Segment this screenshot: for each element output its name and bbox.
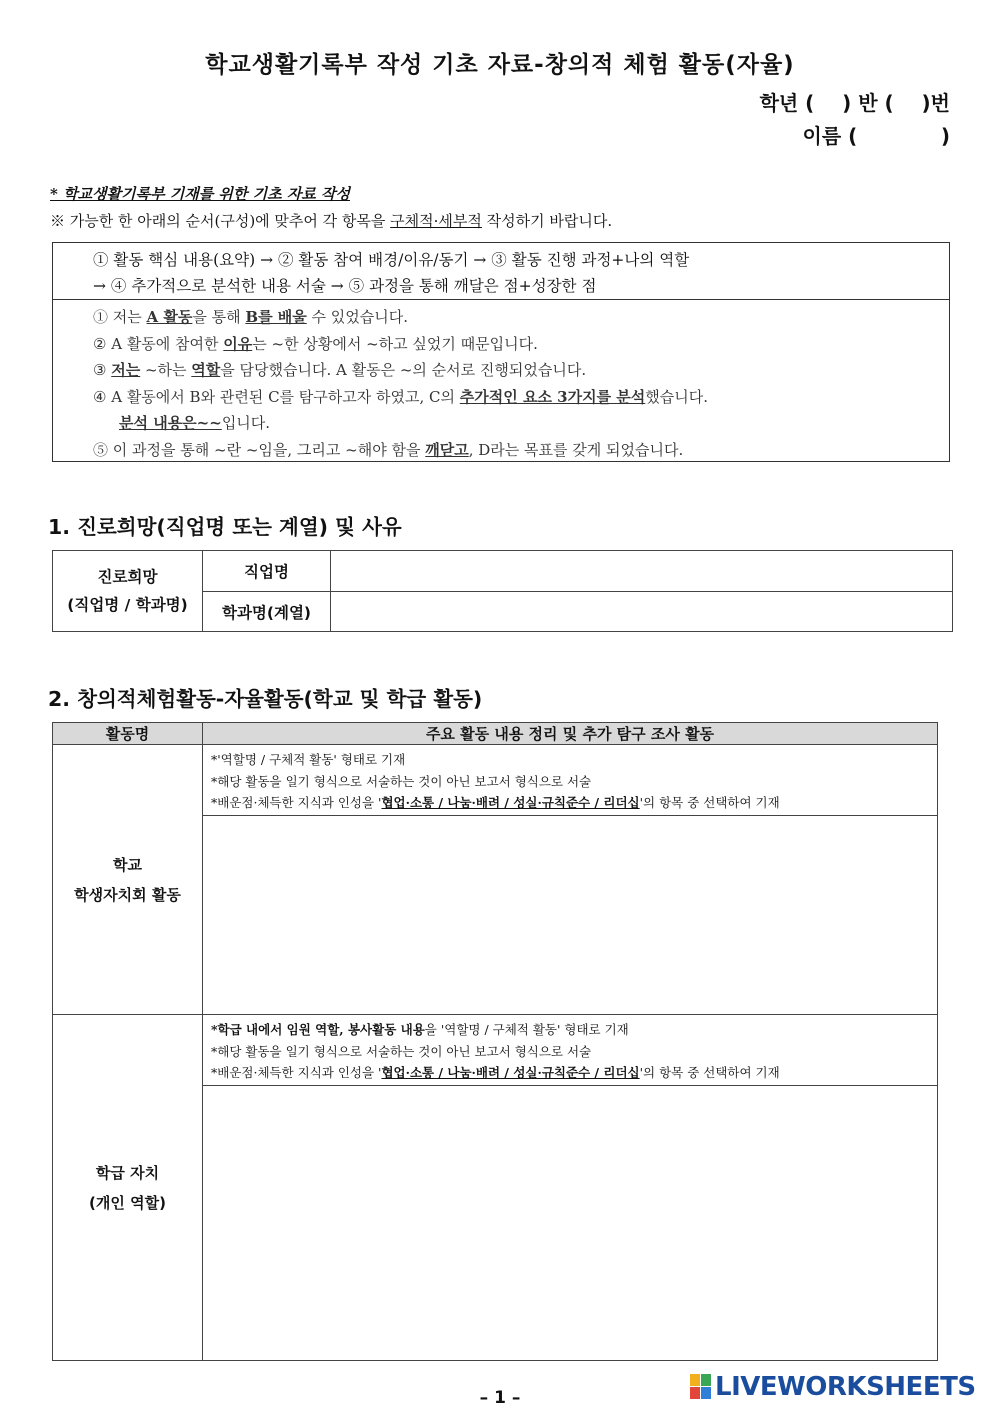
liveworksheets-logo: LIVEWORKSHEETS	[690, 1372, 976, 1402]
notes-heading: * 학교생활기록부 기재를 위한 기초 자료 작성	[50, 185, 350, 203]
career-table	[52, 550, 953, 632]
class-activity-hints: *학급 내에서 임원 역할, 봉사활동 내용을 '역할명 / 구체적 활동' 형태로 기재 *해당 활동을 일기 형식으로 서술하는 것이 아닌 보고서 형식으로 서술 *배운점·체득한 지식과 인성을 '협업·소통 / 나눔·배려 / 성실·규칙준수 / 리더십'의 항목 중 선택하여 기재	[203, 1015, 938, 1086]
job-name-label: 직업명	[203, 551, 331, 592]
school-activity-input[interactable]	[203, 816, 938, 1015]
school-activity-label: 학교 학생자치회 활동	[53, 745, 203, 1015]
guide-structure-line-1: ① 활동 핵심 내용(요약) → ② 활동 참여 배경/이유/동기 → ③ 활동 진행 과정+나의 역할	[93, 251, 690, 269]
guide-example-4: ④ A 활동에서 B와 관련된 C를 탐구하고자 하였고, C의 추가적인 요소 3가지를 분석했습니다.	[93, 387, 708, 406]
section-1-heading: 1. 진로희망(직업명 또는 계열) 및 사유	[48, 515, 402, 539]
major-name-label: 학과명(계열)	[203, 592, 331, 632]
class-activity-label: 학급 자치 (개인 역할)	[53, 1015, 203, 1361]
career-label: 진로희망 (직업명 / 학과명)	[53, 551, 203, 632]
student-class-number: 학년 ( ) 반 ( )번	[759, 91, 950, 115]
guide-example-1: ① 저는 A 활동을 통해 B를 배울 수 있었습니다.	[93, 308, 409, 326]
guide-example-4-cont: 분석 내용은~~입니다.	[119, 414, 271, 432]
class-activity-input[interactable]	[203, 1086, 938, 1361]
major-name-input[interactable]	[331, 592, 953, 632]
activity-table	[52, 722, 938, 1361]
notes-instruction: ※ 가능한 한 아래의 순서(구성)에 맞추어 각 항목을 구체적·세부적 작성하기 바랍니다.	[50, 212, 613, 230]
writing-guide-box	[52, 242, 950, 462]
page-number: – 1 –	[479, 1388, 521, 1408]
liveworksheets-mark-icon	[690, 1374, 712, 1400]
guide-example-3: ③ 저는 ~하는 역할을 담당했습니다. A 활동은 ~의 순서로 진행되었습니다.	[93, 361, 587, 379]
guide-example-2: ② A 활동에 참여한 이유는 ~한 상황에서 ~하고 싶었기 때문입니다.	[93, 334, 538, 353]
student-name: 이름 ( )	[802, 124, 950, 148]
job-name-input[interactable]	[331, 551, 953, 592]
activity-name-header: 활동명	[53, 723, 203, 745]
school-activity-hints: *'역할명 / 구체적 활동' 형태로 기재 *해당 활동을 일기 형식으로 서술하는 것이 아닌 보고서 형식으로 서술 *배운점·체득한 지식과 인성을 '협업·소통 / 나눔·배려 / 성실·규칙준수 / 리더십'의 항목 중 선택하여 기재	[203, 745, 938, 816]
section-2-heading: 2. 창의적체험활동-자율활동(학교 및 학급 활동)	[48, 687, 483, 711]
guide-example-5: ⑤ 이 과정을 통해 ~란 ~임을, 그리고 ~해야 함을 깨닫고, D라는 목표를 갖게 되었습니다.	[93, 440, 684, 459]
guide-structure-line-2: → ④ 추가적으로 분석한 내용 서술 → ⑤ 과정을 통해 깨달은 점+성장한 점	[93, 277, 597, 295]
page-title: 학교생활기록부 작성 기초 자료-창의적 체험 활동(자율)	[205, 52, 795, 78]
activity-content-header: 주요 활동 내용 정리 및 추가 탐구 조사 활동	[203, 723, 938, 745]
